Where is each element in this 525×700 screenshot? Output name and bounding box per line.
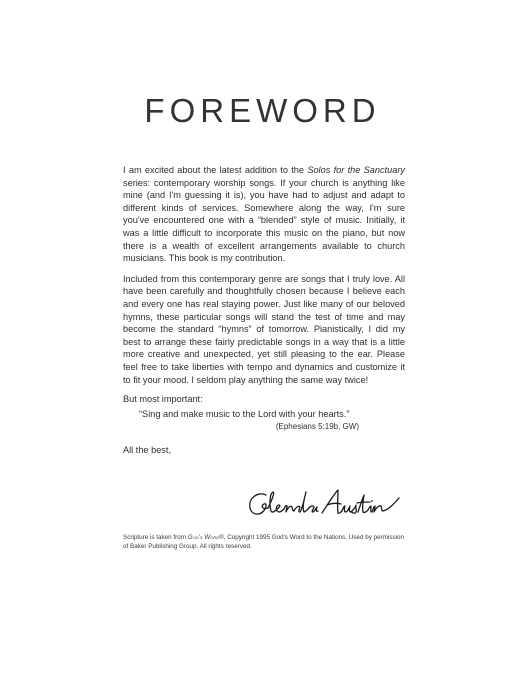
closing-line: All the best, [123,444,172,455]
footnote-after: ®, Copyright 1995 God's Word to the Nations. Used by permission of Baker Publishing Group. All rights reserved. [123,534,405,551]
lead-in: But most important: [123,394,203,405]
footnote-before: Scripture is taken from [123,534,188,541]
page-title: FOREWORD [144,92,381,129]
footnote-source: God's Word [187,534,220,541]
foreword-body [123,164,405,456]
paragraph-1-after: series: contemporary worship songs. If your church is anything like mine (and I'm guessing it is), you have had to adjust and adapt to different kinds of services. Somewhere along the way, I'm sure you've encountered one with a “blended” style of music. Initially, it was a little difficult to incorporate this music on the piano, but now there is a wealth of excellent arrangements available to church musicians. This book is my contribution. [123,177,405,264]
series-title: Solos for the Sanctuary [307,165,405,175]
scripture-quote: “Sing and make music to the Lord with your hearts.” [139,408,350,419]
paragraph-1 [123,164,405,265]
copyright-footnote [123,533,408,552]
paragraph-1-before: I am excited about the latest addition to the [123,165,308,175]
paragraph-2: Included from this contemporary genre are songs that I truly love. All have been carefully and thoughtfully chosen because I believe each and every one has real staying power. Just like many of our beloved hymns, these particular songs will stand the test of time and may become the standard “hymns” of tomorrow. Pianistically, I did my best to arrange these fairly predictable songs in a way that is a little more creative and unexpected, yet still pleasing to the ear. Please feel free to take liberties with tempo and dynamics and customize it to fit your mood. I seldom play anything the same way twice! [123,273,405,385]
signature [244,486,404,528]
signature-image [244,486,404,528]
scripture-reference: (Ephesians 5:19b, GW) [275,422,359,432]
